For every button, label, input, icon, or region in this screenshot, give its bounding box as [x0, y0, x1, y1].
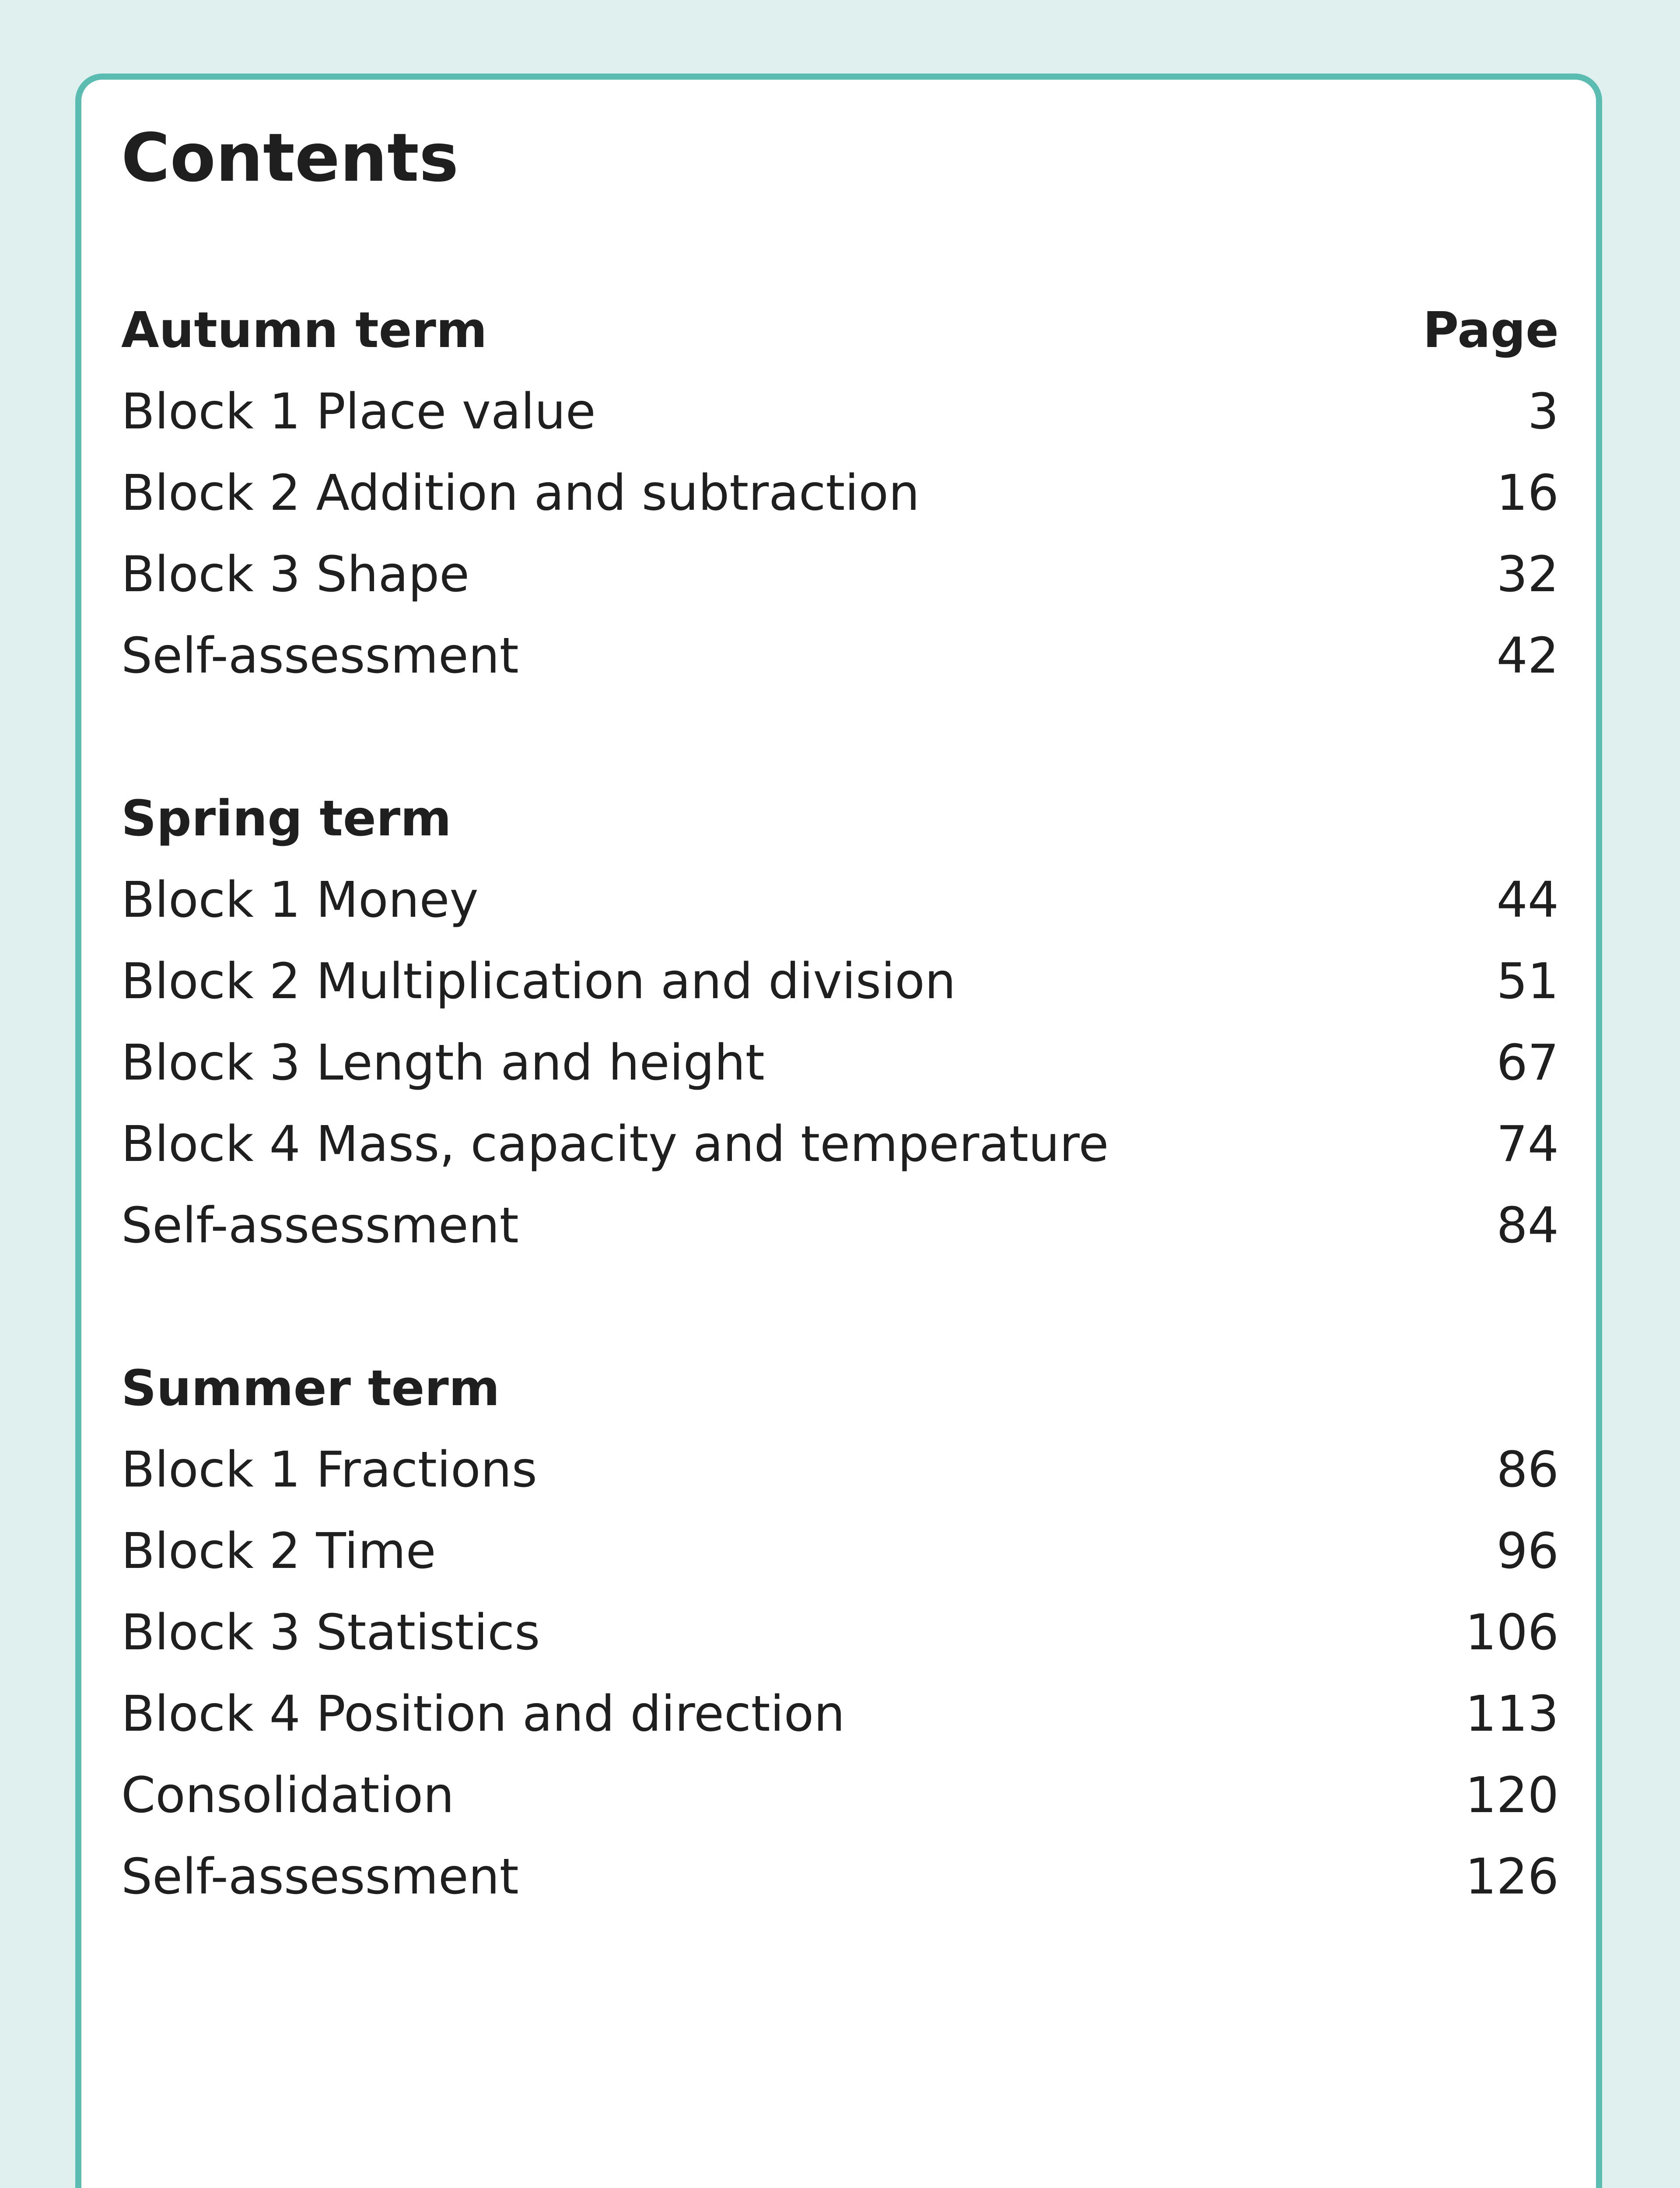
toc-entry-label: Block 2 Multiplication and division: [121, 953, 956, 1010]
toc-entry[interactable]: [121, 1193, 1559, 1259]
toc-entry[interactable]: [121, 1600, 1559, 1666]
toc-entry-label: Block 1 Place value: [121, 383, 596, 440]
toc-entry-label: Block 4 Mass, capacity and temperature: [121, 1116, 1109, 1173]
toc-entry[interactable]: [121, 1518, 1559, 1584]
toc-entry-label: Self-assessment: [121, 1848, 519, 1905]
toc-entry[interactable]: [121, 1112, 1559, 1177]
toc-entry-page: 113: [1465, 1686, 1559, 1743]
page-title: Contents: [121, 119, 459, 196]
toc-entry[interactable]: [121, 379, 1559, 445]
toc-entry-page: 3: [1527, 383, 1559, 440]
toc-entry-label: Block 2 Time: [121, 1523, 436, 1580]
toc-entry[interactable]: [121, 1844, 1559, 1910]
toc-entry[interactable]: [121, 623, 1559, 689]
toc-entry-label: Block 1 Money: [121, 872, 479, 929]
toc-entry[interactable]: [121, 1030, 1559, 1096]
toc-entry-page: 42: [1496, 628, 1559, 684]
toc-entry[interactable]: [121, 949, 1559, 1014]
section-heading-spring: [121, 786, 1559, 852]
toc-entry-label: Block 3 Statistics: [121, 1604, 540, 1661]
toc-entry[interactable]: [121, 1437, 1559, 1503]
section-heading-label: Summer term: [121, 1360, 500, 1417]
toc-entry-label: Block 3 Length and height: [121, 1034, 765, 1091]
section-heading-label: Spring term: [121, 790, 452, 847]
toc-entry[interactable]: [121, 1763, 1559, 1828]
toc-entry[interactable]: [121, 867, 1559, 933]
toc-entry-label: Block 4 Position and direction: [121, 1686, 845, 1743]
toc-entry[interactable]: [121, 1681, 1559, 1747]
section-heading-summer: [121, 1356, 1559, 1421]
toc-entry-label: Consolidation: [121, 1767, 455, 1824]
toc-entry-page: 67: [1496, 1034, 1559, 1091]
toc-entry-page: 86: [1496, 1441, 1559, 1498]
toc-entry-label: Block 2 Addition and subtraction: [121, 465, 920, 522]
toc-entry-page: 51: [1496, 953, 1559, 1010]
toc-entry[interactable]: [121, 460, 1559, 526]
toc-entry-label: Block 3 Shape: [121, 546, 470, 603]
toc-entry-label: Block 1 Fractions: [121, 1441, 537, 1498]
toc-entry-page: 84: [1496, 1197, 1559, 1254]
section-heading-autumn: [121, 298, 1559, 363]
toc-entry-label: Self-assessment: [121, 628, 519, 684]
toc-entry-page: 16: [1496, 465, 1559, 522]
toc-entry[interactable]: [121, 542, 1559, 607]
toc-entry-page: 120: [1465, 1767, 1559, 1824]
section-heading-label: Autumn term: [121, 302, 487, 359]
toc-entry-label: Self-assessment: [121, 1197, 519, 1254]
toc-entry-page: 106: [1465, 1604, 1559, 1661]
toc-entry-page: 96: [1496, 1523, 1559, 1580]
toc-entry-page: 126: [1465, 1848, 1559, 1905]
toc-entry-page: 74: [1496, 1116, 1559, 1173]
page-column-header: Page: [1423, 302, 1559, 359]
toc-entry-page: 32: [1496, 546, 1559, 603]
toc-entry-page: 44: [1496, 872, 1559, 929]
